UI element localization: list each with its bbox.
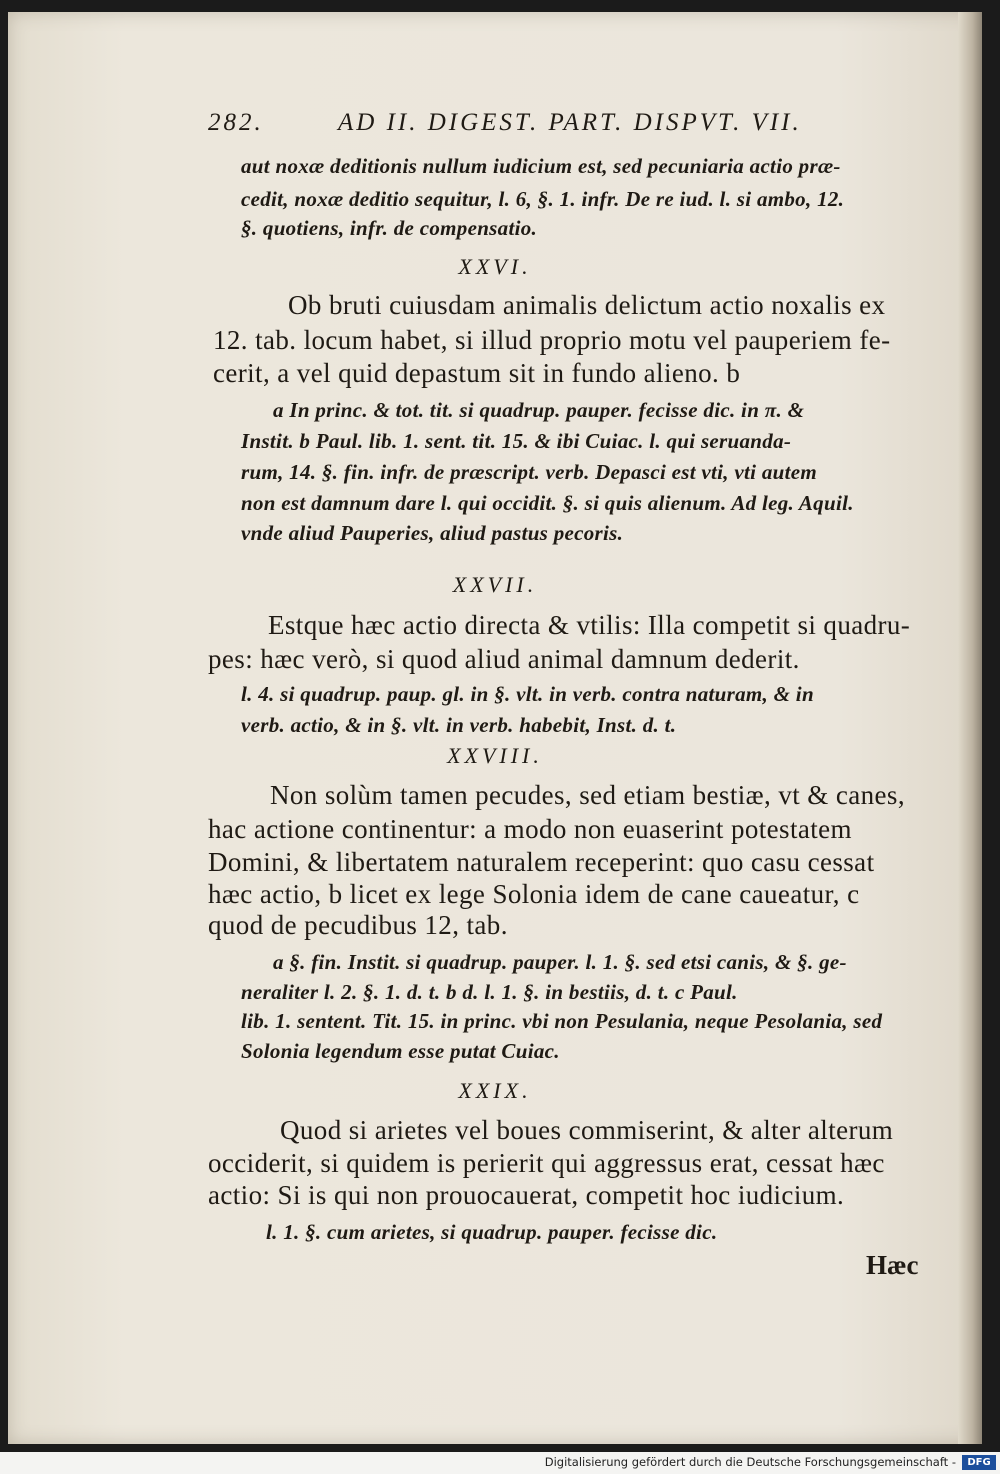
section-heading: XXVII. [452, 572, 538, 597]
text-line: non est damnum dare l. qui occidit. §. si quis alienum. Ad leg. Aquil. [241, 491, 854, 515]
digitization-footer [0, 1452, 1000, 1474]
text-line: neraliter l. 2. §. 1. d. t. b d. l. 1. §. in bestiis, d. t. c Paul. [241, 980, 738, 1004]
text-line: aut noxæ deditionis nullum iudicium est, sed pecuniaria actio præ- [241, 154, 841, 178]
text-line: pes: hæc verò, si quod aliud animal damnum dederit. [208, 644, 800, 674]
text-line: Domini, & libertatem naturalem receperint: quo casu cessat [208, 847, 875, 877]
text-line: vnde aliud Pauperies, aliud pastus pecoris. [241, 521, 624, 545]
text-line: a In princ. & tot. tit. si quadrup. pauper. fecisse dic. in π. & [273, 398, 805, 422]
book-page [8, 12, 982, 1444]
text-line: Solonia legendum esse putat Cuiac. [241, 1039, 560, 1063]
dfg-logo: DFG [962, 1455, 996, 1470]
section-heading: XXVIII. [447, 743, 543, 768]
text-line: l. 4. si quadrup. paup. gl. in §. vlt. in verb. contra naturam, & in [241, 682, 814, 706]
text-line: Quod si arietes vel boues commiserint, & alter alterum [280, 1115, 894, 1145]
text-line: actio: Si is qui non prouocauerat, competit hoc iudicium. [208, 1180, 845, 1210]
text-line: Instit. b Paul. lib. 1. sent. tit. 15. & ibi Cuiac. l. qui seruanda- [241, 429, 792, 453]
text-line: Estque hæc actio directa & vtilis: Illa competit si quadru- [268, 610, 911, 640]
text-line: hæc actio, b licet ex lege Solonia idem de cane caueatur, c [208, 879, 860, 909]
text-line: quod de pecudibus 12, tab. [208, 910, 508, 940]
text-line: Ob bruti cuiusdam animalis delictum actio noxalis ex [288, 290, 886, 320]
text-line: verb. actio, & in §. vlt. in verb. habebit, Inst. d. t. [241, 713, 677, 737]
text-line: Non solùm tamen pecudes, sed etiam bestiæ, vt & canes, [270, 780, 905, 810]
page-content [8, 12, 982, 1444]
funding-notice: Digitalisierung gefördert durch die Deutsche Forschungsgemeinschaft - [544, 1455, 956, 1469]
text-line: 12. tab. locum habet, si illud proprio motu vel pauperiem fe- [213, 325, 891, 355]
text-line: hac actione continentur: a modo non euaserint potestatem [208, 814, 852, 844]
text-line: a §. fin. Instit. si quadrup. pauper. l. 1. §. sed etsi canis, & §. ge- [273, 950, 847, 974]
section-heading: XXIX. [458, 1078, 532, 1103]
text-line: l. 1. §. cum arietes, si quadrup. pauper. fecisse dic. [266, 1220, 718, 1244]
text-line: cedit, noxæ deditio sequitur, l. 6, §. 1. infr. De re iud. l. si ambo, 12. [241, 187, 845, 211]
page-number: 282. [208, 109, 264, 136]
text-line: occiderit, si quidem is perierit qui aggressus erat, cessat hæc [208, 1148, 885, 1178]
text-line: §. quotiens, infr. de compensatio. [241, 216, 538, 240]
catchword: Hæc [866, 1250, 919, 1280]
text-line: cerit, a vel quid depastum sit in fundo alieno. b [213, 358, 741, 388]
running-title: AD II. DIGEST. PART. DISPVT. VII. [338, 109, 802, 136]
section-heading: XXVI. [458, 254, 532, 279]
text-line: lib. 1. sentent. Tit. 15. in princ. vbi non Pesulania, neque Pesolania, sed [241, 1009, 883, 1033]
text-line: rum, 14. §. fin. infr. de præscript. verb. Depasci est vti, vti autem [241, 460, 818, 484]
